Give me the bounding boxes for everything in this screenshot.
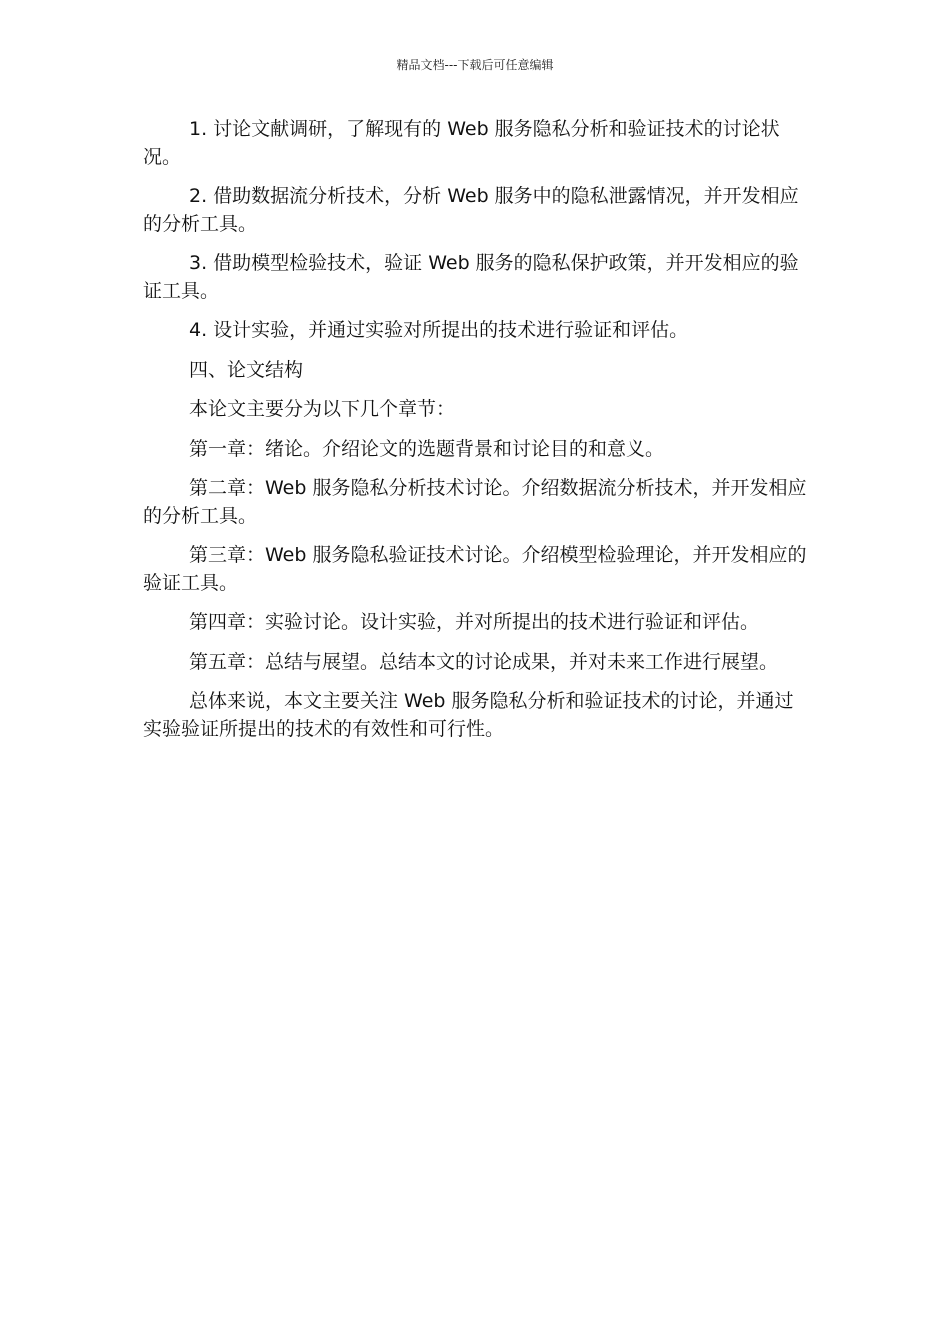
paragraph-chapter-3: 第三章：Web 服务隐私验证技术讨论。介绍模型检验理论，并开发相应的验证工具。 bbox=[143, 544, 807, 594]
paragraph-chapter-1: 第一章：绪论。介绍论文的选题背景和讨论目的和意义。 bbox=[189, 437, 665, 460]
paragraph-research-item-2: 2. 借助数据流分析技术，分析 Web 服务中的隐私泄露情况，并开发相应的分析工具。 bbox=[143, 185, 799, 235]
paragraph-chapter-5: 第五章：总结与展望。总结本文的讨论成果，并对未来工作进行展望。 bbox=[189, 650, 779, 673]
document-body bbox=[143, 116, 807, 755]
paragraph-chapter-4: 第四章：实验讨论。设计实验，并对所提出的技术进行验证和评估。 bbox=[189, 611, 760, 633]
paragraph-research-item-1: 1. 讨论文献调研，了解现有的 Web 服务隐私分析和验证技术的讨论状况。 bbox=[143, 118, 780, 168]
paragraph-summary: 总体来说，本文主要关注 Web 服务隐私分析和验证技术的讨论，并通过实验验证所提出的技术的有效性和可行性。 bbox=[143, 690, 794, 740]
page-header: 精品文档---下载后可任意编辑 bbox=[396, 58, 554, 72]
paragraph-research-item-3: 3. 借助模型检验技术，验证 Web 服务的隐私保护政策，并开发相应的验证工具。 bbox=[143, 252, 799, 302]
section-heading-thesis-structure: 四、论文结构 bbox=[189, 358, 304, 381]
paragraph-chapter-intro: 本论文主要分为以下几个章节： bbox=[189, 398, 456, 420]
paragraph-research-item-4: 4. 设计实验，并通过实验对所提出的技术进行验证和评估。 bbox=[189, 319, 689, 341]
paragraph-chapter-2: 第二章：Web 服务隐私分析技术讨论。介绍数据流分析技术，并开发相应的分析工具。 bbox=[143, 477, 807, 527]
